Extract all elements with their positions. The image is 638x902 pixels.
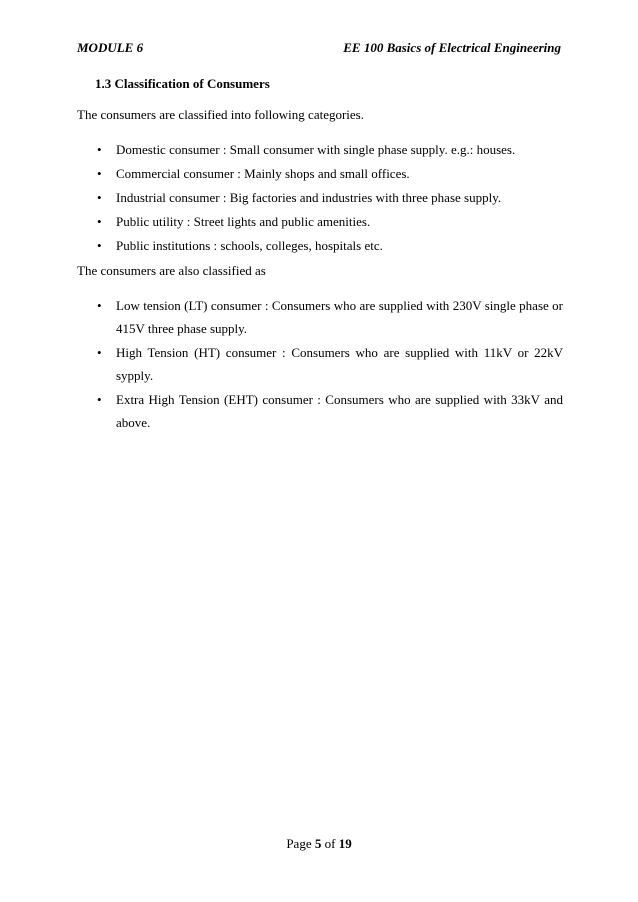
list-item-text: Extra High Tension (EHT) consumer : Consumers who are supplied with 33kV and above. <box>116 392 563 430</box>
header-module-label: MODULE 6 <box>77 40 144 55</box>
consumer-categories-list <box>95 138 563 258</box>
page-word: Page <box>286 836 312 851</box>
bullet-icon: • <box>97 392 102 407</box>
list-item-text: Domestic consumer : Small consumer with single phase supply. e.g.: houses. <box>116 142 516 157</box>
of-word: of <box>324 836 336 851</box>
bullet-icon: • <box>97 298 102 313</box>
bullet-icon: • <box>97 345 102 360</box>
header-course-title: EE 100 Basics of Electrical Engineering <box>343 40 561 55</box>
current-page-number: 5 <box>314 836 322 851</box>
list-item-text: Public utility : Street lights and public amenities. <box>116 214 371 229</box>
list-item <box>95 186 563 209</box>
bullet-icon: • <box>97 190 102 205</box>
list-item <box>95 294 563 340</box>
list-item-text: Low tension (LT) consumer : Consumers who are supplied with 230V single phase or 415V three phase supply. <box>116 298 563 336</box>
section-heading: 1.3 Classification of Consumers <box>95 76 270 91</box>
page-footer <box>0 836 638 852</box>
list-item <box>95 388 563 434</box>
list-item-text: Industrial consumer : Big factories and industries with three phase supply. <box>116 190 502 205</box>
bullet-icon: • <box>97 238 102 253</box>
list-item-text: Commercial consumer : Mainly shops and small offices. <box>116 166 410 181</box>
list-item <box>95 138 563 161</box>
list-item <box>95 234 563 257</box>
bullet-icon: • <box>97 214 102 229</box>
intro-paragraph-categories: The consumers are classified into following categories. <box>77 107 364 122</box>
bullet-icon: • <box>97 166 102 181</box>
list-item-text: High Tension (HT) consumer : Consumers who are supplied with 11kV or 22kV sypply. <box>116 345 563 383</box>
list-item <box>95 162 563 185</box>
intro-paragraph-tension: The consumers are also classified as <box>77 263 266 278</box>
list-item <box>95 341 563 387</box>
list-item <box>95 210 563 233</box>
bullet-icon: • <box>97 142 102 157</box>
total-pages-number: 19 <box>338 836 352 851</box>
tension-classes-list <box>95 294 563 435</box>
list-item-text: Public institutions : schools, colleges, hospitals etc. <box>116 238 383 253</box>
